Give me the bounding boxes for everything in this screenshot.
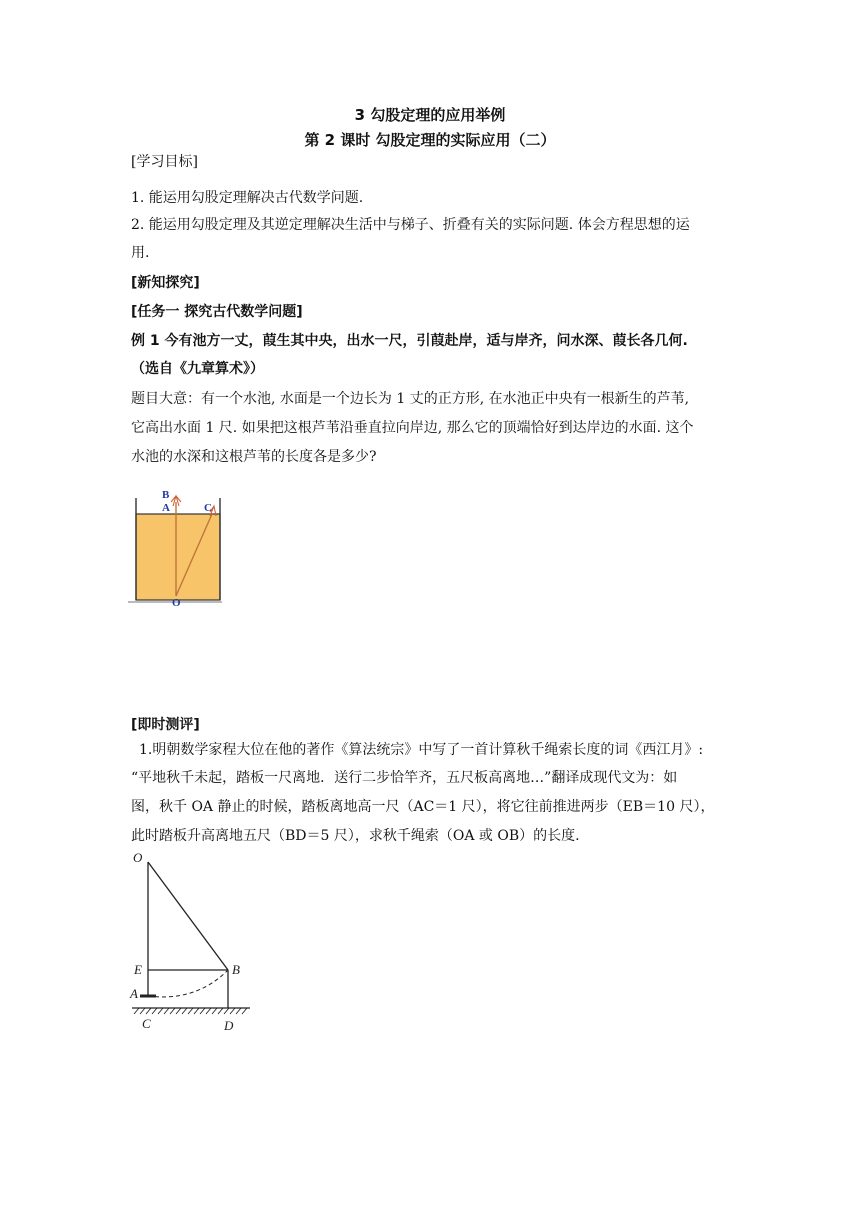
meaning-line-3: 水池的水深和这根芦苇的长度各是多少?	[131, 449, 377, 465]
lesson-title: 3 勾股定理的应用举例	[354, 106, 506, 124]
goal-item-2: 2. 能运用勾股定理及其逆定理解决生活中与梯子、折叠有关的实际问题. 体会方程思想的运	[131, 217, 690, 233]
swing-figure	[126, 850, 256, 1035]
label-a: A	[162, 502, 170, 514]
label-a: A	[130, 986, 138, 1001]
example-1-line-1: 例 1 今有池方一丈，葭生其中央，出水一尺，引葭赴岸，适与岸齐，问水深、葭长各几何.	[131, 333, 688, 349]
goals-heading: [学习目标]	[131, 154, 198, 170]
meaning-line-1: 题目大意：有一个水池, 水面是一个边长为 1 丈的正方形, 在水池正中央有一根新生的芦苇,	[131, 391, 690, 407]
ground-hatch	[134, 1008, 247, 1014]
goal-item-1: 1. 能运用勾股定理解决古代数学问题.	[131, 190, 364, 206]
task-heading: [任务一 探究古代数学问题]	[131, 304, 303, 320]
pond-water	[136, 514, 220, 600]
label-d: D	[224, 1018, 234, 1033]
test-heading: [即时测评]	[131, 717, 200, 733]
swing-arc	[148, 970, 228, 997]
goal-item-2-cont: 用.	[131, 245, 150, 261]
label-b: B	[162, 489, 170, 501]
explore-heading: [新知探究]	[131, 275, 200, 291]
test-line-2: “平地秋千未起，踏板一尺离地．送行二步恰竿齐，五尺板高离地…”翻译成现代文为：如	[131, 770, 678, 786]
label-e: E	[134, 962, 142, 977]
test-line-1: 1.明朝数学家程大位在他的著作《算法统宗》中写了一首计算秋千绳索长度的词《西江月》:	[139, 742, 704, 758]
label-b: B	[232, 962, 240, 977]
lesson-subtitle: 第 2 课时 勾股定理的实际应用（二）	[304, 131, 556, 149]
rope-ob	[148, 862, 228, 970]
label-c: C	[204, 502, 212, 514]
test-line-4: 此时踏板升高离地五尺（BD＝5 尺），求秋千绳索（OA 或 OB）的长度.	[131, 828, 580, 844]
meaning-line-2: 它高出水面 1 尺. 如果把这根芦苇沿垂直拉向岸边, 那么它的顶端恰好到达岸边的水面. 这个	[131, 420, 694, 436]
label-o: O	[172, 597, 181, 608]
test-line-3: 图，秋千 OA 静止的时候，踏板离地高一尺（AC＝1 尺），将它往前推进两步（EB＝10 尺），	[131, 799, 715, 815]
pond-figure	[126, 484, 226, 608]
label-c: C	[142, 1016, 151, 1031]
label-o: O	[133, 850, 143, 865]
example-1-line-2: （选自《九章算术》）	[131, 361, 264, 377]
